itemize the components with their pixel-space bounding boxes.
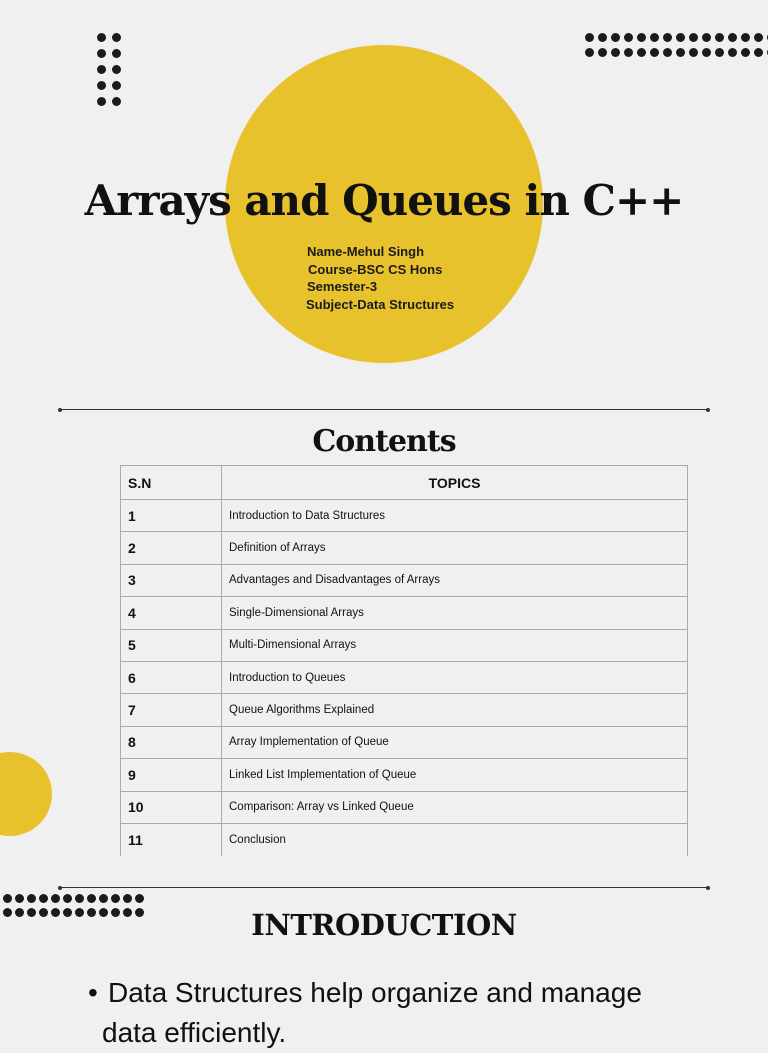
dot [611, 33, 620, 42]
column-header-sn: S.N [121, 466, 222, 500]
dot [75, 894, 84, 903]
row-number: 10 [121, 791, 222, 823]
dot [87, 894, 96, 903]
contents-heading: Contents [312, 424, 456, 459]
table-row [121, 759, 688, 791]
dot [715, 33, 724, 42]
dot [650, 33, 659, 42]
row-topic: Advantages and Disadvantages of Arrays [222, 564, 688, 596]
dot [97, 33, 106, 42]
dot [650, 48, 659, 57]
row-number: 1 [121, 500, 222, 532]
dot [39, 894, 48, 903]
row-number: 5 [121, 629, 222, 661]
bullet-marker: • [88, 977, 98, 1008]
dot [111, 894, 120, 903]
table-row [121, 564, 688, 596]
dot [97, 49, 106, 58]
dot [741, 48, 750, 57]
row-topic: Definition of Arrays [222, 532, 688, 564]
dot [689, 33, 698, 42]
row-topic: Single-Dimensional Arrays [222, 597, 688, 629]
dot [754, 33, 763, 42]
dot [624, 33, 633, 42]
introduction-bullet [88, 973, 642, 1053]
dot [663, 33, 672, 42]
decorative-yellow-circle-small [0, 752, 52, 836]
dot [585, 48, 594, 57]
dot [598, 48, 607, 57]
table-row [121, 661, 688, 693]
dot [676, 33, 685, 42]
row-number: 6 [121, 661, 222, 693]
dot [135, 894, 144, 903]
row-number: 9 [121, 759, 222, 791]
dot [754, 48, 763, 57]
dot [715, 48, 724, 57]
contents-table [120, 465, 688, 856]
dot [676, 48, 685, 57]
row-topic: Multi-Dimensional Arrays [222, 629, 688, 661]
table-row [121, 726, 688, 758]
dot [63, 894, 72, 903]
dot [637, 33, 646, 42]
dot [27, 894, 36, 903]
divider-line [60, 409, 708, 410]
decorative-dots-top-left [97, 33, 121, 106]
row-topic: Introduction to Queues [222, 661, 688, 693]
row-topic: Conclusion [222, 823, 688, 855]
semester: Semester-3 [307, 279, 378, 294]
dot [112, 65, 121, 74]
row-number: 7 [121, 694, 222, 726]
table-row [121, 694, 688, 726]
table-row [121, 532, 688, 564]
dot [728, 48, 737, 57]
row-topic: Array Implementation of Queue [222, 726, 688, 758]
dot [624, 48, 633, 57]
dot [702, 48, 711, 57]
dot [112, 97, 121, 106]
bullet-text-line2: data efficiently. [102, 1017, 287, 1048]
table-row [121, 500, 688, 532]
column-header-topics: TOPICS [222, 466, 688, 500]
author-details [307, 243, 454, 313]
table-row [121, 791, 688, 823]
row-number: 11 [121, 823, 222, 855]
introduction-heading: INTRODUCTION [251, 908, 517, 942]
subject: Subject-Data Structures [306, 296, 455, 312]
dot [702, 33, 711, 42]
dot [123, 894, 132, 903]
dot [585, 33, 594, 42]
dot [689, 48, 698, 57]
dot [15, 894, 24, 903]
divider-line [60, 887, 708, 888]
dot [598, 33, 607, 42]
dot [611, 48, 620, 57]
dot [112, 81, 121, 90]
dot [728, 33, 737, 42]
dot [112, 33, 121, 42]
dot [99, 894, 108, 903]
dot [97, 65, 106, 74]
dot [3, 894, 12, 903]
row-topic: Introduction to Data Structures [222, 500, 688, 532]
decorative-dots-top-right [585, 33, 768, 57]
row-number: 4 [121, 597, 222, 629]
row-number: 8 [121, 726, 222, 758]
row-number: 2 [121, 532, 222, 564]
table-row [121, 823, 688, 855]
row-topic: Comparison: Array vs Linked Queue [222, 791, 688, 823]
dot [663, 48, 672, 57]
dot [741, 33, 750, 42]
author-name: Name-Mehul Singh [307, 244, 425, 259]
dot [51, 894, 60, 903]
dot [112, 49, 121, 58]
table-row [121, 597, 688, 629]
dot [97, 97, 106, 106]
dot [97, 81, 106, 90]
table-row [121, 629, 688, 661]
dot [637, 48, 646, 57]
row-number: 3 [121, 564, 222, 596]
bullet-text-line1: Data Structures help organize and manage [108, 977, 642, 1008]
table-header-row [121, 466, 688, 500]
row-topic: Linked List Implementation of Queue [222, 759, 688, 791]
course-name: Course-BSC CS Hons [308, 261, 443, 277]
document-title: Arrays and Queues in C++ [84, 176, 684, 225]
row-topic: Queue Algorithms Explained [222, 694, 688, 726]
